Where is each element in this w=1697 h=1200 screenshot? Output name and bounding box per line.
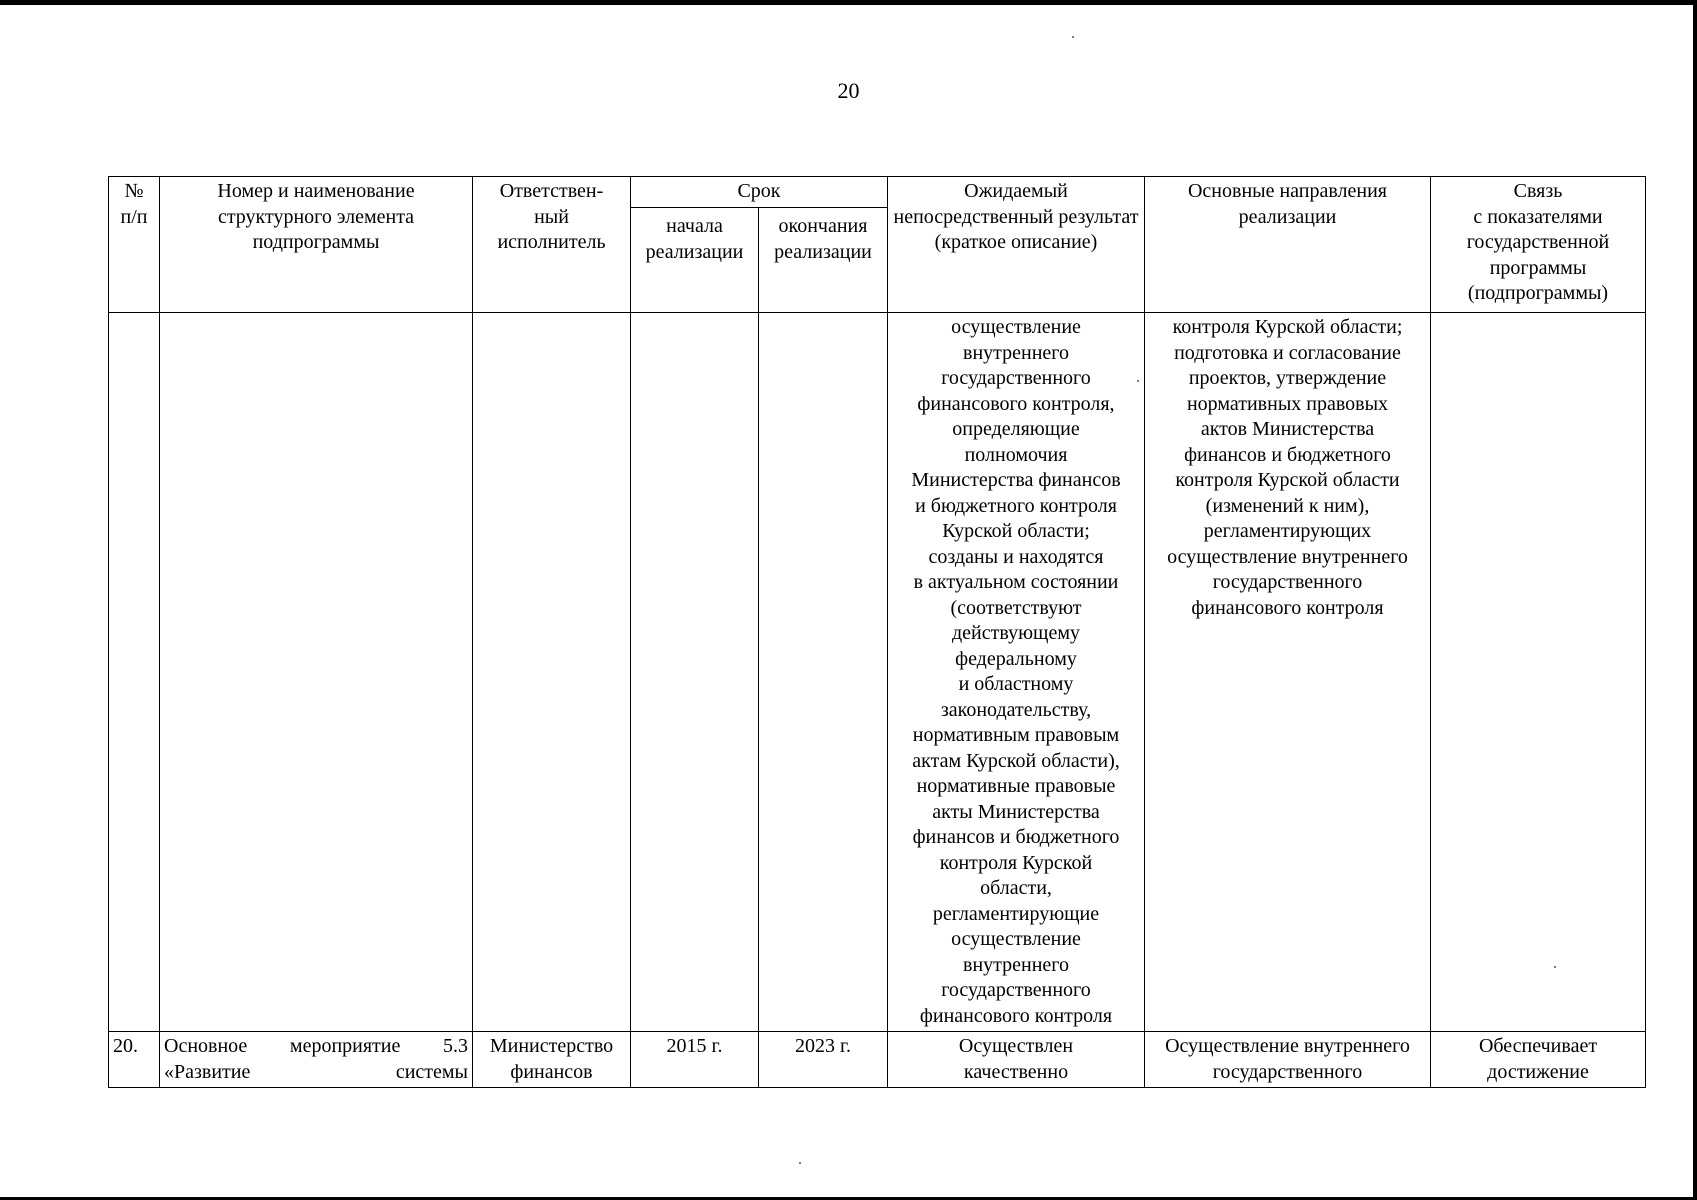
scan-speck bbox=[1072, 36, 1074, 38]
structural-element-line1: Основное мероприятие 5.3 bbox=[164, 1035, 468, 1057]
header-structural-element: Номер и наименование структурного элемента подпрограммы bbox=[160, 177, 473, 313]
header-end: окончания реализации bbox=[759, 208, 888, 313]
cell-executor: Министерство финансов bbox=[473, 1032, 631, 1088]
header-num: № п/п bbox=[109, 177, 160, 313]
cell-link-indicators: Обеспечивает достижение bbox=[1431, 1032, 1646, 1088]
header-main-directions: Основные направления реализации bbox=[1145, 177, 1431, 313]
cell-link-indicators bbox=[1431, 313, 1646, 1032]
cell-start: 2015 г. bbox=[631, 1032, 759, 1088]
program-table bbox=[108, 176, 1646, 1088]
scan-speck bbox=[1137, 380, 1139, 382]
cell-structural-element bbox=[160, 1032, 473, 1088]
cell-expected-result: Осуществлен качественно bbox=[888, 1032, 1145, 1088]
header-executor: Ответствен- ный исполнитель bbox=[473, 177, 631, 313]
table-row-20 bbox=[109, 1032, 1646, 1088]
cell-num bbox=[109, 313, 160, 1032]
scan-speck bbox=[799, 1162, 801, 1164]
header-start: начала реализации bbox=[631, 208, 759, 313]
page-number: 20 bbox=[837, 78, 860, 103]
cell-start bbox=[631, 313, 759, 1032]
cell-end bbox=[759, 313, 888, 1032]
cell-expected-result: осуществление внутреннего государственного финансового контроля, определяющие полномочия Министерства финансов и бюджетного контроля Курской области; созданы и находятся в актуальном состоянии (соответствуют действующему федеральному и областному законодательству, нормативным правовым актам Курской области), нормативные правовые акты Министерства финансов и бюджетного контроля Курской области, регламентирующие осуществление внутреннего государственного финансового контроля bbox=[888, 313, 1145, 1032]
header-link-indicators: Связь с показателями государственной программы (подпрограммы) bbox=[1431, 177, 1646, 313]
header-srok: Срок bbox=[631, 177, 888, 208]
scan-top-edge bbox=[0, 0, 1697, 5]
cell-structural-element bbox=[160, 313, 473, 1032]
cell-main-directions: контроля Курской области; подготовка и согласование проектов, утверждение нормативных правовых актов Министерства финансов и бюджетного контроля Курской области (изменений к ним), регламентирующих осуществление внутреннего государственного финансового контроля bbox=[1145, 313, 1431, 1032]
scan-right-edge bbox=[1693, 0, 1697, 1200]
scan-speck bbox=[1554, 966, 1556, 968]
cell-end: 2023 г. bbox=[759, 1032, 888, 1088]
table-header-row bbox=[109, 177, 1646, 208]
cell-executor bbox=[473, 313, 631, 1032]
header-expected-result: Ожидаемый непосредственный результат (краткое описание) bbox=[888, 177, 1145, 313]
cell-num: 20. bbox=[109, 1032, 160, 1088]
table-row-continuation bbox=[109, 313, 1646, 1032]
cell-main-directions: Осуществление внутреннего государственного bbox=[1145, 1032, 1431, 1088]
structural-element-line2: «Развитие системы bbox=[164, 1060, 468, 1083]
